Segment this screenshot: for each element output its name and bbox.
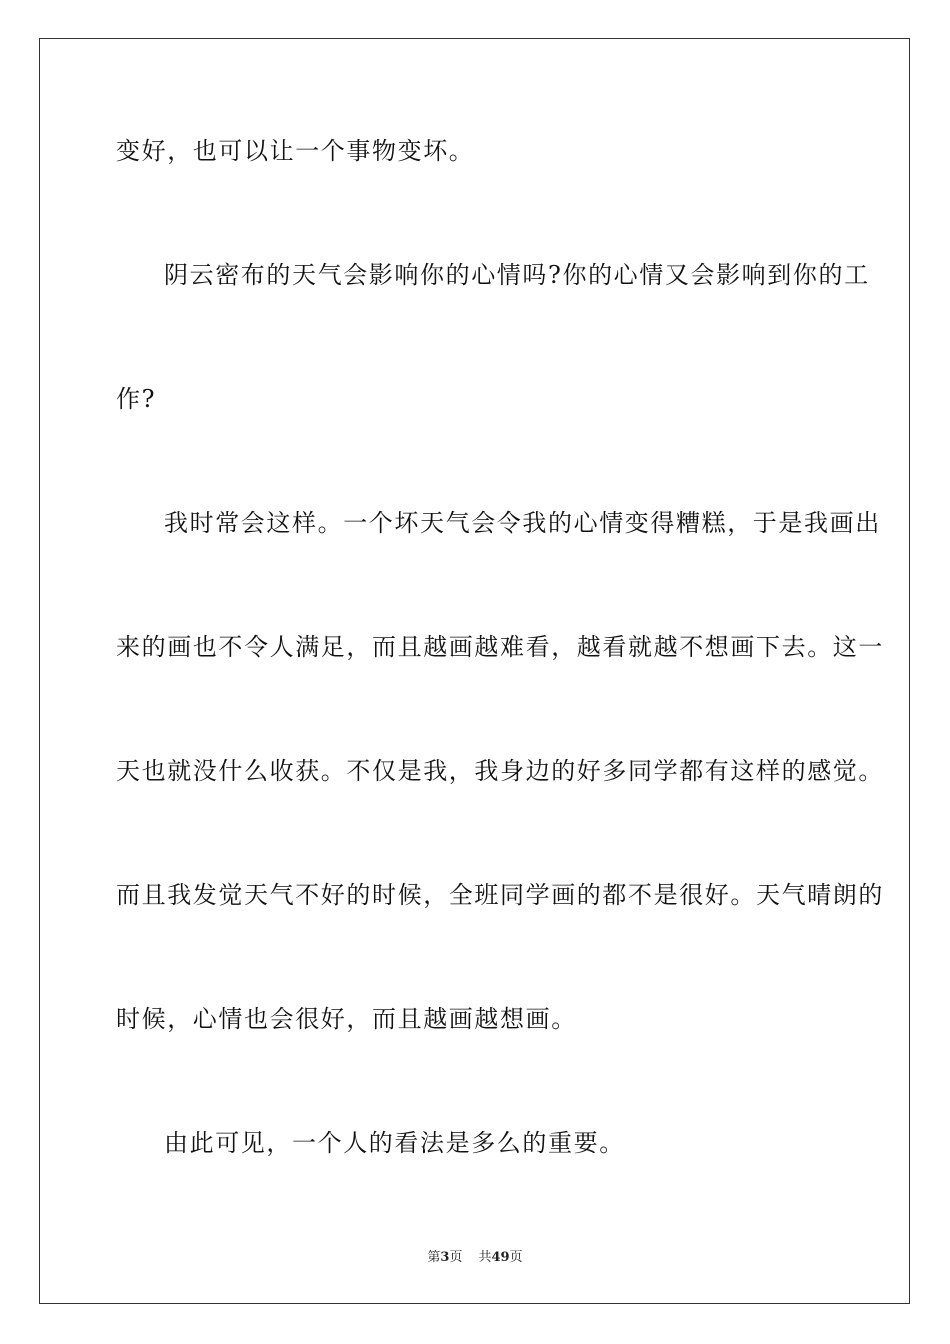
page-border	[39, 38, 910, 1304]
text-line-5: 来的画也不令人满足，而且越画越难看，越看就越不想画下去。这一	[116, 633, 884, 661]
total-suffix: 页	[509, 1250, 523, 1265]
text-line-1: 变好，也可以让一个事物变坏。	[116, 137, 475, 165]
text-line-6: 天也就没什么收获。不仅是我，我身边的好多同学都有这样的感觉。	[116, 757, 884, 785]
text-line-2: 阴云密布的天气会影响你的心情吗?你的心情又会影响到你的工	[164, 261, 870, 289]
text-line-8: 时候，心情也会很好，而且越画越想画。	[116, 1005, 577, 1033]
text-line-4: 我时常会这样。一个坏天气会令我的心情变得糟糕，于是我画出	[164, 509, 881, 537]
page-footer	[0, 1246, 950, 1265]
page-number: 3	[440, 1250, 450, 1265]
page-prefix: 第	[427, 1250, 441, 1265]
total-pages: 49	[491, 1250, 510, 1265]
text-line-3: 作?	[116, 385, 157, 413]
total-prefix: 共	[478, 1250, 492, 1265]
text-line-9: 由此可见，一个人的看法是多么的重要。	[164, 1129, 625, 1157]
text-line-7: 而且我发觉天气不好的时候，全班同学画的都不是很好。天气晴朗的	[116, 881, 884, 909]
page-suffix: 页	[449, 1250, 463, 1265]
